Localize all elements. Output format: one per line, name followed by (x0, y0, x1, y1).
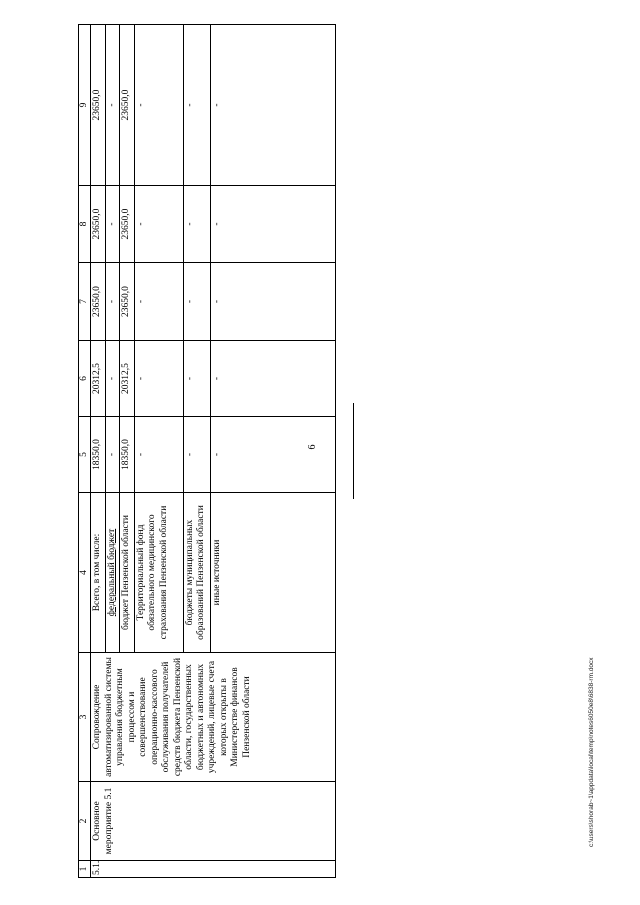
value-cell: - (183, 417, 210, 493)
value-cell: - (183, 263, 210, 341)
value-cell: - (183, 186, 210, 263)
row-type: Основное мероприятие 5.1 (91, 782, 336, 861)
column-number: 8 (79, 186, 91, 263)
value-cell: - (105, 25, 120, 186)
table-row (91, 25, 106, 878)
value-cell: - (134, 341, 183, 417)
file-path-footer (588, 657, 595, 905)
value-cell: - (105, 341, 120, 417)
column-number-row (79, 25, 91, 878)
value-cell: - (134, 25, 183, 186)
row-code: 5.1. (91, 861, 336, 878)
column-number: 5 (79, 417, 91, 493)
horizontal-rule (353, 403, 354, 499)
value-cell: 20312,5 (91, 341, 106, 417)
column-number: 6 (79, 341, 91, 417)
source-label: бюджеты муниципальных образований Пензенской области (183, 493, 210, 653)
value-cell: 23650,0 (91, 186, 106, 263)
column-number: 1 (79, 861, 91, 878)
value-cell: - (210, 25, 335, 186)
column-number: 9 (79, 25, 91, 186)
value-cell: 23650,0 (120, 186, 135, 263)
source-label: Всего, в том числе: (91, 493, 106, 653)
column-number: 2 (79, 782, 91, 861)
page-number: 6 (307, 444, 318, 450)
value-cell: - (105, 263, 120, 341)
source-label: бюджет Пензенской области (120, 493, 135, 653)
value-cell: - (210, 341, 335, 417)
value-cell: - (210, 263, 335, 341)
value-cell: - (183, 341, 210, 417)
value-cell: - (105, 417, 120, 493)
value-cell: - (105, 186, 120, 263)
value-cell: - (210, 417, 335, 493)
value-cell: 18350,0 (120, 417, 135, 493)
program-table (78, 25, 331, 878)
column-number: 4 (79, 493, 91, 653)
value-cell: 20312,5 (120, 341, 135, 417)
value-cell: - (183, 25, 210, 186)
file-path-text: c:\users\shorab~1\appdata\local\temp\notes6050e8\6838-rm.docx (588, 657, 595, 847)
value-cell: 23650,0 (120, 25, 135, 186)
value-cell: - (134, 417, 183, 493)
value-cell: 18350,0 (91, 417, 106, 493)
value-cell: - (134, 263, 183, 341)
column-number: 7 (79, 263, 91, 341)
source-label: федеральный бюджет (105, 493, 120, 653)
source-label: Территориальный фонд обязательного медицинского страхования Пензенской области (134, 493, 183, 653)
value-cell: 23650,0 (91, 25, 106, 186)
value-cell: 23650,0 (120, 263, 135, 341)
value-cell: - (210, 186, 335, 263)
value-cell: - (134, 186, 183, 263)
source-label: иные источники (210, 493, 335, 653)
row-description: Сопровождение автоматизированной системы управления бюджетным процессом и совершенствование операционно-кассового обслуживания получателей средств бюджета Пензенской области, государственных бюджетных и автономных учреждений, лицевые счета которых открыты в Министерстве финансов Пензенской области (91, 653, 336, 782)
column-number: 3 (79, 653, 91, 782)
value-cell: 23650,0 (91, 263, 106, 341)
